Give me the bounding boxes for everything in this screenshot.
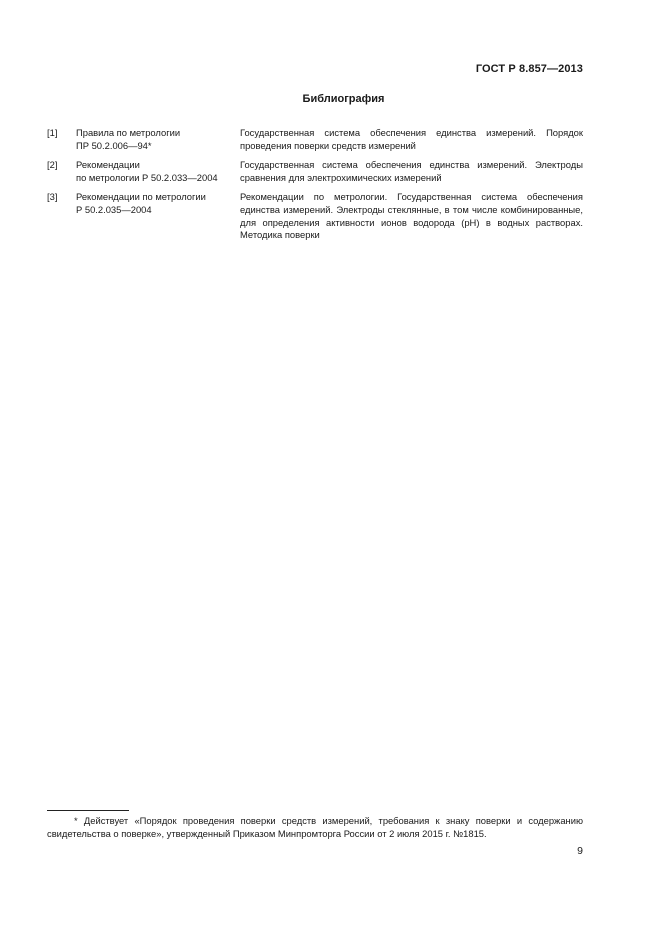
bibliography-source-line: по метрологии Р 50.2.033—2004 xyxy=(76,171,218,183)
bibliography-source-line: Рекомендации xyxy=(76,159,140,171)
bibliography-entry-description: Государственная система обеспечения единства измерений. Порядок проведения поверки средств измерений xyxy=(240,127,583,151)
bibliography-entry-source xyxy=(76,159,240,184)
bibliography-entry-number: [1] xyxy=(47,127,58,138)
bibliography-entry-source xyxy=(76,127,240,152)
bibliography-entry xyxy=(47,127,583,152)
bibliography-entry xyxy=(47,159,583,184)
bibliography-entry-number: [3] xyxy=(47,191,58,203)
bibliography-source-line: Рекомендации по метрологии xyxy=(76,191,206,203)
bibliography-list xyxy=(47,127,583,249)
footnote: * Действует «Порядок проведения поверки средств измерений, требования к знаку поверки и содержанию свидетельства о поверке», утвержденный Приказом Минпромторга России от 2 июля 2015 г. №1815. xyxy=(47,815,583,839)
bibliography-source-line: Р 50.2.035—2004 xyxy=(76,203,152,215)
bibliography-source-line: ПР 50.2.006—94* xyxy=(76,139,152,151)
bibliography-entry-number: [2] xyxy=(47,159,58,171)
bibliography-source-line: Правила по метрологии xyxy=(76,127,181,138)
section-title: Библиография xyxy=(302,93,385,105)
bibliography-entry-description: Рекомендации по метрологии. Государственная система обеспечения единства измерений. Электроды стеклянные, в том числе комбинированные, для определения активности ионов водорода (рН) в водных растворах. Методика поверки xyxy=(240,191,583,241)
bibliography-entry xyxy=(47,191,583,241)
document-code-header: ГОСТ Р 8.857—2013 xyxy=(475,63,583,75)
bibliography-entry-description: Государственная система обеспечения единства измерений. Электроды сравнения для электрохимических измерений xyxy=(240,159,583,183)
footnote-separator xyxy=(47,810,129,811)
page-number: 9 xyxy=(577,845,583,857)
bibliography-entry-source xyxy=(76,191,240,241)
